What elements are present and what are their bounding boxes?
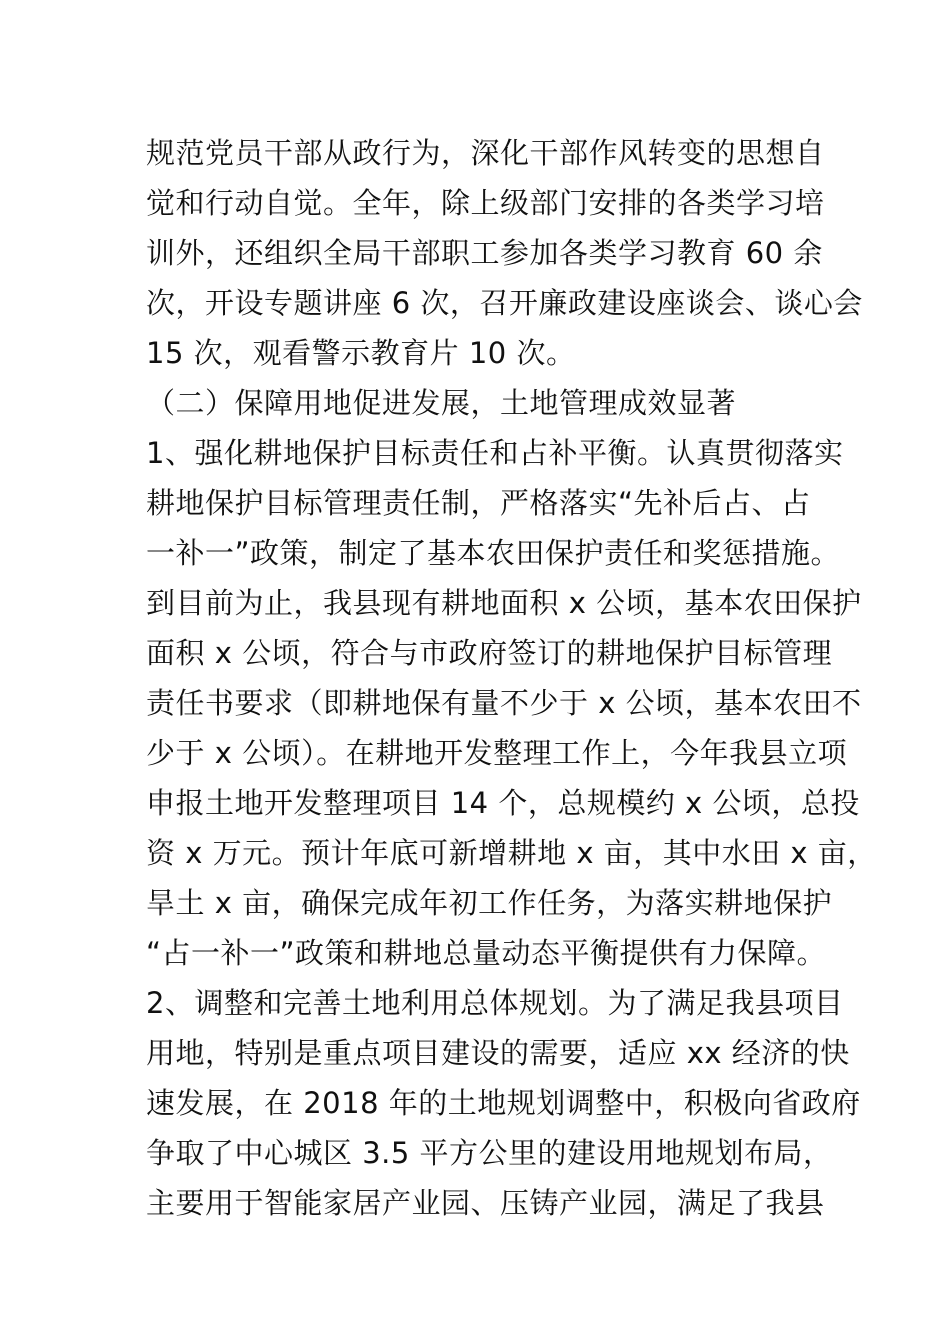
section-heading: （二）保障用地促进发展，土地管理成效显著 [146, 386, 737, 420]
text-line: 训外，还组织全局干部职工参加各类学习教育 60 余 [146, 236, 823, 270]
text-line: 主要用于智能家居产业园、压铸产业园，满足了我县 [146, 1186, 825, 1220]
text-line: 1、强化耕地保护目标责任和占补平衡。认真贯彻落实 [146, 436, 844, 470]
text-line: 15 次，观看警示教育片 10 次。 [146, 336, 576, 370]
text-line: 资 x 万元。预计年底可新增耕地 x 亩，其中水田 x 亩， [146, 836, 877, 870]
document-body [146, 128, 877, 1228]
text-line: 速发展，在 2018 年的土地规划调整中，积极向省政府 [146, 1086, 861, 1120]
text-line: “占一补一”政策和耕地总量动态平衡提供有力保障。 [146, 936, 827, 970]
text-line: 觉和行动自觉。全年，除上级部门安排的各类学习培 [146, 186, 825, 220]
text-line: 申报土地开发整理项目 14 个，总规模约 x 公顷，总投 [146, 786, 860, 820]
text-line: 一补一”政策，制定了基本农田保护责任和奖惩措施。 [146, 536, 841, 570]
text-line: 耕地保护目标管理责任制，严格落实“先补后占、占 [146, 486, 811, 520]
text-line: 2、调整和完善土地利用总体规划。为了满足我县项目 [146, 986, 844, 1020]
text-line: 旱土 x 亩，确保完成年初工作任务，为落实耕地保护 [146, 886, 833, 920]
text-line: 少于 x 公顷）。在耕地开发整理工作上，今年我县立项 [146, 736, 848, 770]
text-line: 用地，特别是重点项目建设的需要，适应 xx 经济的快 [146, 1036, 850, 1070]
text-line: 规范党员干部从政行为，深化干部作风转变的思想自 [146, 136, 825, 170]
text-line: 面积 x 公顷，符合与市政府签订的耕地保护目标管理 [146, 636, 833, 670]
text-line: 到目前为止，我县现有耕地面积 x 公顷，基本农田保护 [146, 586, 862, 620]
text-line: 争取了中心城区 3.5 平方公里的建设用地规划布局， [146, 1136, 833, 1170]
text-line: 责任书要求（即耕地保有量不少于 x 公顷，基本农田不 [146, 686, 862, 720]
text-line: 次，开设专题讲座 6 次，召开廉政建设座谈会、谈心会 [146, 286, 863, 320]
